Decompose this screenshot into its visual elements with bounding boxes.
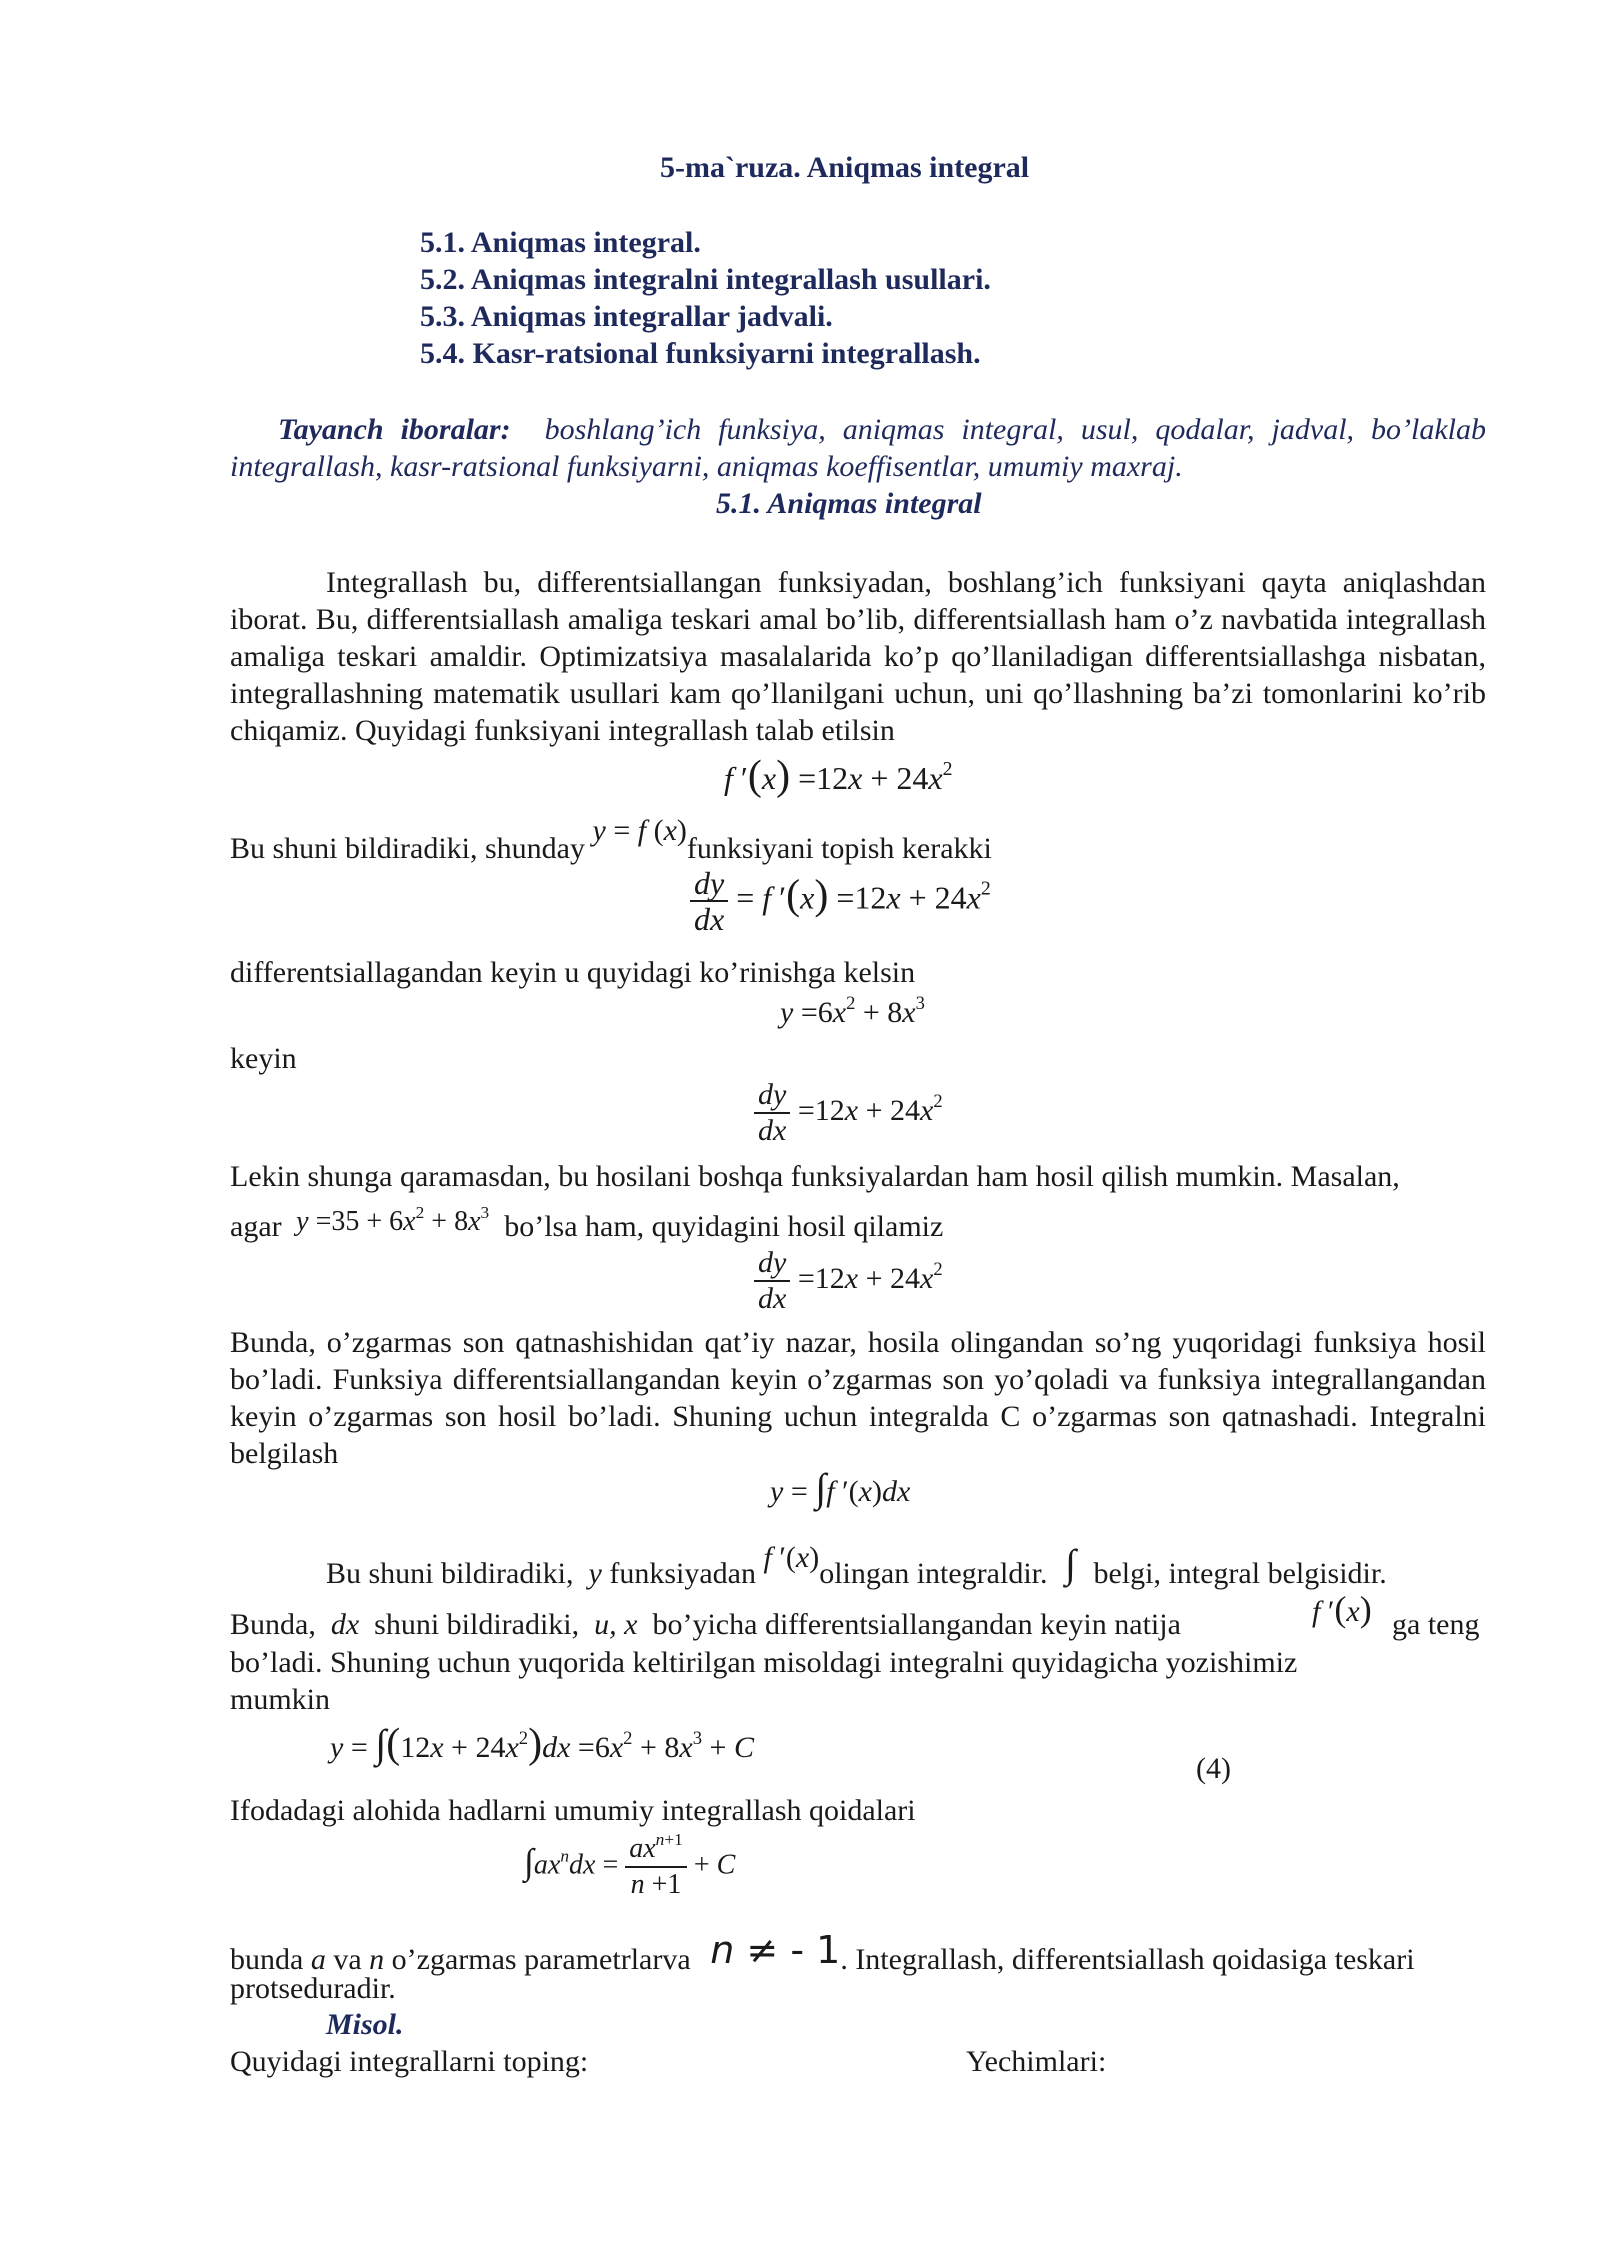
line-toping: Quyidagi integrallarni toping: <box>230 2045 589 2078</box>
formula-fprime-natija: f ′(x) <box>1312 1589 1372 1629</box>
text-topish: funksiyani topish kerakki <box>686 832 992 865</box>
section-heading: 5.1. Aniqmas integral <box>716 487 982 520</box>
line-agar <box>230 1202 944 1244</box>
keywords-text: boshlang’ich funksiya, aniqmas integral, usul, qodalar, jadval, bo’laklab integrallash, kasr-ratsional funksiyarni, aniqmas koeffisentlar, umumiy maxraj. <box>230 413 1486 483</box>
text-olingan: olingan integraldir. <box>819 1557 1048 1590</box>
toc-item-4: 5.4. Kasr-ratsional funksiyarni integrallash. <box>420 337 981 370</box>
line-boladi: bo’ladi. Shuning uchun yuqorida keltirilgan misoldagi integralni quyidagicha yozishimiz <box>230 1646 1298 1679</box>
formula-n-neq: n ≠ - 1 <box>710 1928 841 1972</box>
text-dx: dx <box>330 1608 360 1641</box>
text-y-var: y <box>588 1557 602 1590</box>
formula-dydx-1: $\frac{dy}{dx}$ = f $'(x) =12x + 24x^2$ <box>690 866 991 936</box>
formula-power-rule: $\int ax^ndx$ = $\frac{ax^{n+1}}{n +1}$ + C <box>524 1829 736 1900</box>
line-yechimlari: Yechimlari: <box>966 2045 1107 2078</box>
lecture-title: 5-ma`ruza. Aniqmas integral <box>660 151 1030 184</box>
text-teskari: . Integrallash, differentsiallash qoidasiga teskari <box>840 1943 1415 1976</box>
text-n-var: n <box>369 1943 385 1976</box>
formula-dydx-3: $\frac{dy}{dx}$ $=12x + 24x^2$ <box>754 1246 943 1316</box>
paragraph-intro <box>230 564 1486 749</box>
line-keyin: keyin <box>230 1042 297 1075</box>
misol-heading: Misol. <box>326 2008 404 2041</box>
text-bolsa: bo’lsa ham, quyidagini hosil qilamiz <box>504 1210 944 1243</box>
formula-dydx-2: $\frac{dy}{dx}$ $=12x + 24x^2$ <box>754 1078 943 1148</box>
line-bu-shuni <box>230 814 992 866</box>
text-bunda-2: bunda <box>230 1943 304 1976</box>
integral-sign-icon: ∫ <box>1064 1541 1076 1586</box>
line-bunda-params <box>230 1928 1486 1978</box>
text-agar: agar <box>230 1210 282 1243</box>
formula-derivative: f $'(x) =12x + 24x^2$ <box>724 753 953 799</box>
toc-item-1: 5.1. Aniqmas integral. <box>420 226 701 259</box>
text-u-x: u, x <box>594 1608 638 1641</box>
formula-y-fx: y = f (x) <box>592 814 687 847</box>
line-mumkin: mumkin <box>230 1683 331 1716</box>
text-bu-shuni-2: Bu shuni bildiradiki, <box>326 1557 574 1590</box>
text-belgi: belgi, integral belgisidir. <box>1093 1557 1387 1590</box>
line-bu-shuni-2 <box>326 1541 1387 1593</box>
text-natija: bo’yicha differentsiallangandan keyin natija <box>652 1608 1181 1641</box>
formula-fprime-inline: f ′(x) <box>763 1541 820 1574</box>
line-lekin: Lekin shunga qaramasdan, bu hosilani boshqa funksiyalardan ham hosil qilish mumkin. Masalan, <box>230 1160 1400 1193</box>
toc-item-2: 5.2. Aniqmas integralni integrallash usullari. <box>420 263 991 296</box>
text-shuni: shuni bildiradiki, <box>374 1608 580 1641</box>
text-bu-shuni: Bu shuni bildiradiki, shunday <box>230 832 585 865</box>
formula-y-const: $y =35 + 6x^2 + 8x^3$ <box>296 1202 490 1237</box>
formula-integral-def: y = ∫f ′(x)dx <box>770 1465 911 1510</box>
text-a-var: a <box>310 1943 326 1976</box>
keywords-label: Tayanch iboralar: <box>278 413 511 446</box>
equation-number: (4) <box>1196 1752 1231 1785</box>
keywords-block <box>230 411 1486 485</box>
text-va: va <box>333 1943 362 1976</box>
text-funksiyadan: funksiyadan <box>609 1557 756 1590</box>
text-parametrlar: o’zgarmas parametrlarva <box>391 1943 691 1976</box>
toc-item-3: 5.3. Aniqmas integrallar jadvali. <box>420 300 833 333</box>
formula-y-poly: $y =6x^2 + 8x^3$ <box>780 992 925 1029</box>
line-bunda-dx <box>230 1589 1486 1642</box>
line-diff: differentsiallagandan keyin u quyidagi ko’rinishga kelsin <box>230 956 916 989</box>
formula-integral-example: $y = \int(12x + 24x^2)dx =6x^2 + 8x^3 + C$ <box>330 1721 754 1767</box>
text-ga-teng: ga teng <box>1392 1608 1480 1641</box>
line-ifoda: Ifodadagi alohida hadlarni umumiy integrallash qoidalari <box>230 1794 916 1827</box>
paragraph-intro-text: Integrallash bu, differentsiallangan funksiyadan, boshlang’ich funksiyani qayta aniqlashdan iborat. Bu, differentsiallash amaliga teskari amal bo’lib, differentsiallash ham o’z navbatida integrallash amaliga teskari amaldir. Optimizatsiya masalalarida ko’p qo’llaniladigan differentsiallashga nisbatan, integrallashning matematik usullari kam qo’llanilgani uchun, uni qo’llashning ba’zi tomonlarini ko’rib chiqamiz. Quyidagi funksiyani integrallash talab etilsin <box>230 566 1486 747</box>
line-protsedura: protseduradir. <box>230 1972 396 2005</box>
paragraph-constant: Bunda, o’zgarmas son qatnashishidan qat’iy nazar, hosila olingandan so’ng yuqoridagi funksiya hosil bo’ladi. Funksiya differentsiallangandan keyin o’zgarmas son yo’qoladi va funksiya integrallangandan keyin o’zgarmas son hosil bo’ladi. Shuning uchun integralda C o’zgarmas son qatnashadi. Integralni belgilash <box>230 1326 1486 1470</box>
text-bunda: Bunda, <box>230 1608 316 1641</box>
